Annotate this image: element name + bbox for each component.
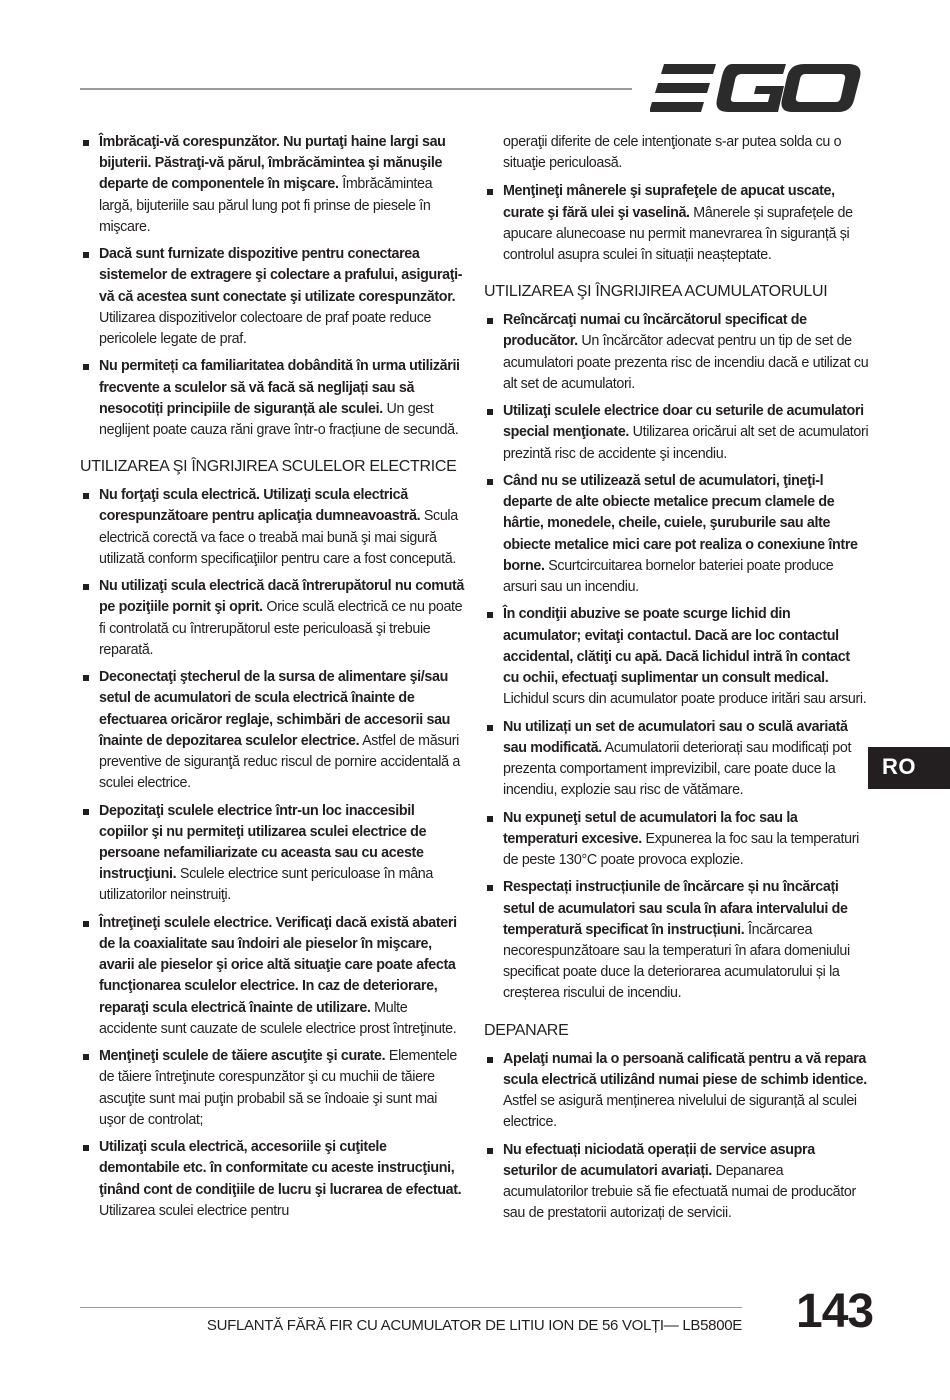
bullet-icon [83,1054,89,1060]
bullet-icon [83,1145,89,1151]
bullet-icon [487,189,493,195]
bullet-icon [83,364,89,370]
list-item: Nu permiteți ca familiaritatea dobândită în urma utilizării frecvente a sculelor să vă facă să neglijați sau să nesocotiți principiile de siguranță ale sculei. Un gest neglijent poate cauza răni grave într-o fracțiune de secundă. [80,356,465,441]
list-item: Nu utilizați un set de acumulatori sau o sculă avariată sau modificată. Acumulatorii deteriorați sau modificați pot prezenta comportament imprevizibil, care poate duce la incendiu, explozie sau risc de vătămare. [484,717,869,802]
bullet-icon [83,584,89,590]
list-item: Menţineţi mânerele şi suprafeţele de apucat uscate, curate şi fără ulei şi vaselină. Mânerele și suprafețele de apucare alunecoase nu permit manevrarea în siguranță și controlul asupra sculei în situații neașteptate. [484,181,869,266]
language-tab-label: RO [882,754,916,779]
section-heading: UTILIZAREA ŞI ÎNGRIJIREA ACUMULATORULUI [484,283,828,301]
footer-title: SUFLANTĂ FĂRĂ FIR CU ACUMULATOR DE LITIU ION DE 56 VOLȚI— LB5800E [206,1317,742,1334]
list-item: În condiţii abuzive se poate scurge lichid din acumulator; evitaţi contactul. Dacă are loc contactul accidental, clătiţi cu apă. Dacă lichidul intră în contact cu ochii, efectuaţi suplimentar un consult medical. Lichidul scurs din acumulator poate produce iritări sau arsuri. [484,604,869,710]
list-item: Dacă sunt furnizate dispozitive pentru conectarea sistemelor de extragere şi colectare a prafului, asiguraţi-vă că acestea sunt conectate şi utilizate corespunzător. Utilizarea dispozitivelor colectoare de praf poate reduce pericolele legate de praf. [80,244,465,350]
list-item: Îmbrăcaţi-vă corespunzător. Nu purtaţi haine largi sau bijuterii. Păstraţi-vă părul, îmbrăcămintea şi mănuşile departe de componentele în mişcare. Îmbrăcămintea largă, bijuteriile sau părul lung pot fi prinse de piesele în mişcare. [80,132,465,238]
bullet-icon [83,675,89,681]
right-column [484,132,869,1231]
list-item: Nu utilizaţi scula electrică dacă întrerupătorul nu comută pe poziţiile pornit şi oprit. Orice sculă electrică ce nu poate fi controlată cu întrerupătorul este periculoasă şi trebuie reparată. [80,576,465,661]
bullet-icon [487,725,493,731]
list-item: Nu expuneţi setul de acumulatori la foc sau la temperaturi excesive. Expunerea la foc sau la temperaturi de peste 130°C poate provoca explozie. [484,808,869,872]
list-item: Respectați instrucțiunile de încărcare și nu încărcați setul de acumulatori sau scula în afara intervalului de temperatură specificat în instrucțiuni. Încărcarea necorespunzătoare sau la temperaturi în afara domeniului specificat poate duce la deteriorarea acumulatorului și la creșterea riscului de incendiu. [484,877,869,1004]
list-item: Nu efectuați niciodată operații de service asupra seturilor de acumulatori avariați. Depanarea acumulatorilor trebuie să fie efectuată numai de producător sau de prestatorii autorizați de servicii. [484,1140,869,1225]
footer-rule [80,1307,742,1308]
bullet-icon [487,816,493,822]
bullet-icon [487,885,493,891]
bullet-icon [83,921,89,927]
list-item: Când nu se utilizează setul de acumulatori, ţineţi-l departe de alte obiecte metalice precum clamele de hârtie, monedele, cheile, cuiele, şuruburile sau alte obiecte metalice mici care pot realiza o conexiune între borne. Scurtcircuitarea bornelor bateriei poate produce arsuri sau un incendiu. [484,471,869,598]
bullet-icon [83,809,89,815]
bullet-icon [487,1148,493,1154]
header-rule [80,88,632,90]
bullet-icon [83,252,89,258]
list-item: Menţineţi sculele de tăiere ascuţite şi curate. Elementele de tăiere întreţinute corespunzător şi cu muchii de tăiere ascuţite sunt mai puţin probabil să se îndoaie şi sunt mai uşor de controlat; [80,1046,465,1131]
list-item: Nu forţaţi scula electrică. Utilizaţi scula electrică corespunzătoare pentru aplicaţia dumneavoastră. Scula electrică corectă va face o treabă mai bună şi mai sigură utilizată conform specificaţiilor pentru care a fost concepută. [80,485,465,570]
list-item: Utilizaţi sculele electrice doar cu seturile de acumulatori special menţionate. Utilizarea oricărui alt set de acumulatori prezintă risc de accidente şi incendiu. [484,401,869,465]
continuation-text: operaţii diferite de cele intenţionate s-ar putea solda cu o situaţie periculoasă. [503,134,842,172]
ego-logo [650,62,862,114]
section-heading: UTILIZAREA ŞI ÎNGRIJIREA SCULELOR ELECTRICE [80,458,457,476]
list-item: Apelaţi numai la o persoană calificată pentru a vă repara scula electrică utilizând numai piese de schimb identice. Astfel se asigură menținerea nivelului de siguranță al sculei electrice. [484,1049,869,1134]
bullet-icon [487,318,493,324]
list-item: Depozitaţi sculele electrice într-un loc inaccesibil copiilor şi nu permiteţi utilizarea sculei electrice de persoane nefamiliarizate cu aceasta sau cu aceste instrucţiuni. Sculele electrice sunt periculoase în mâna utilizatorilor neinstruiţi. [80,801,465,907]
bullet-icon [487,409,493,415]
bullet-icon [487,1057,493,1063]
bullet-icon [487,479,493,485]
list-item: Reîncărcaţi numai cu încărcătorul specificat de producător. Un încărcător adecvat pentru un tip de set de acumulatori poate prezenta risc de incendiu dacă e utilizat cu alt set de acumulatori. [484,310,869,395]
bullet-icon [83,493,89,499]
bullet-icon [83,140,89,146]
bullet-icon [487,612,493,618]
left-column [80,132,465,1228]
list-item: Întreţineţi sculele electrice. Verificaţi dacă există abateri de la coaxialitate sau îndoiri ale pieselor în mişcare, avarii ale pieselor şi orice altă situaţie care poate afecta funcţionarea sculelor electrice. In caz de deteriorare, reparaţi scula electrică înainte de utilizare. Multe accidente sunt cauzate de sculele electrice prost întreţinute. [80,913,465,1040]
section-heading: DEPANARE [484,1021,569,1039]
list-item: Utilizaţi scula electrică, accesoriile şi cuţitele demontabile etc. în conformitate cu aceste instrucţiuni, ţinând cont de condiţiile de lucru şi lucrarea de efectuat. Utilizarea sculei electrice pentru [80,1137,465,1222]
language-tab [868,747,950,789]
list-item: Deconectaţi ştecherul de la sursa de alimentare şi/sau setul de acumulatori de scula electrică înainte de efectuarea oricăror reglaje, schimbări de accesorii sau înainte de depozitarea sculelor electrice. Astfel de măsuri preventive de siguranţă reduc riscul de pornire accidentală a sculei electrice. [80,667,465,794]
page-number: 143 [796,1285,874,1338]
